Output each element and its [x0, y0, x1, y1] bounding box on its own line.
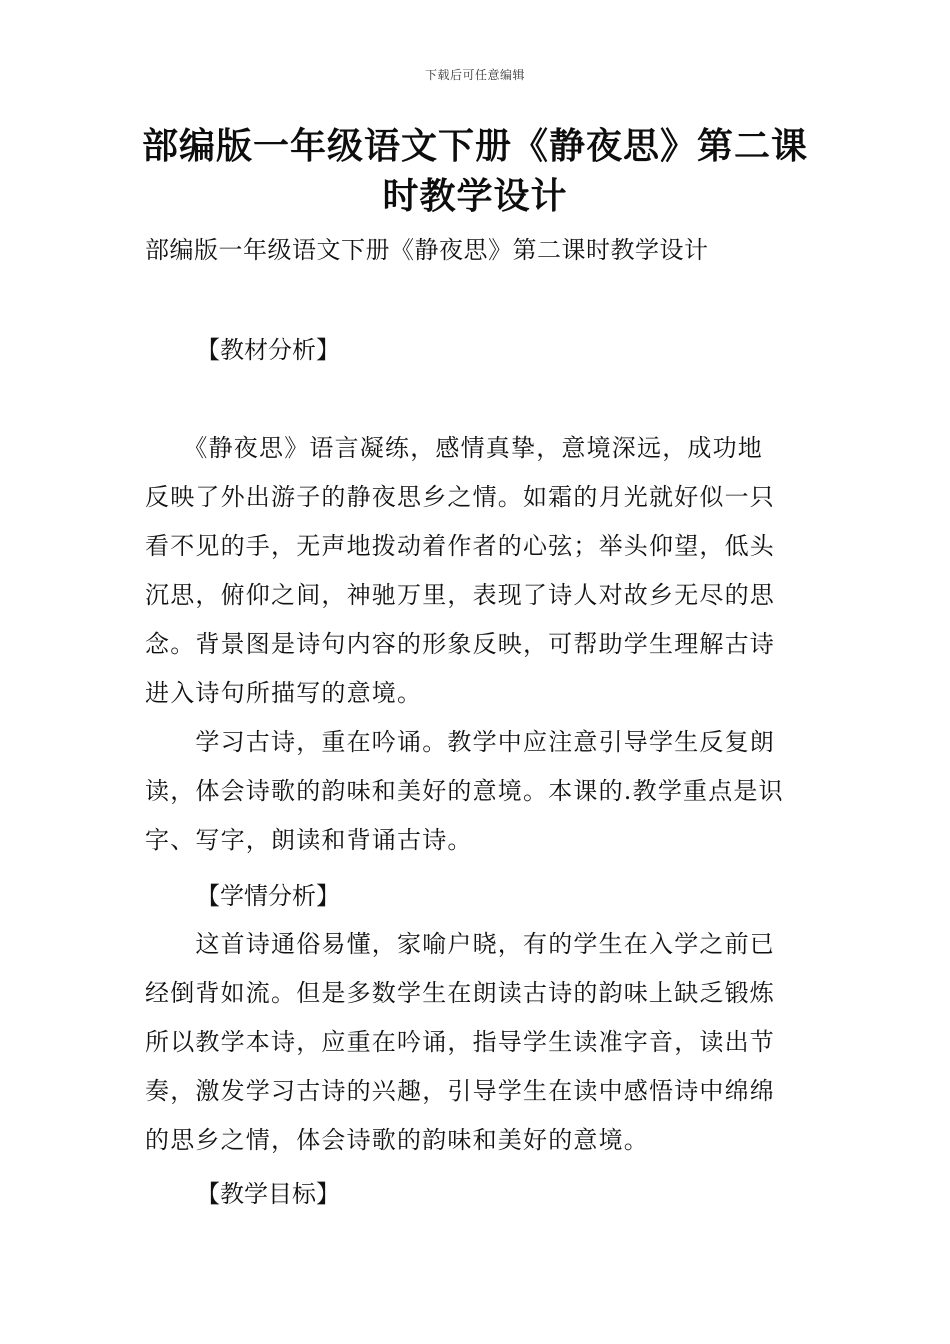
paragraph-line: 进入诗句所描写的意境。 [145, 679, 423, 707]
section-heading-material: 【教材分析】 [196, 336, 340, 364]
title-line-2: 时教学设计 [382, 176, 568, 217]
paragraph-line: 看不见的手，无声地拨动着作者的心弦；举头仰望，低头 [145, 532, 775, 560]
paragraph-line: 的思乡之情，体会诗歌的韵味和美好的意境。 [145, 1126, 649, 1154]
paragraph-line: 《静夜思》语言凝练，感情真挚，意境深远，成功地 [145, 434, 763, 462]
material-paragraph-1 [145, 424, 807, 718]
paragraph-line: 沉思，俯仰之间，神驰万里，表现了诗人对故乡无尽的思 [145, 581, 775, 609]
student-paragraph [145, 920, 807, 1165]
material-paragraph-2 [145, 718, 807, 865]
document-subtitle: 部编版一年级语文下册《静夜思》第二课时教学设计 [145, 236, 709, 264]
document-title [140, 122, 810, 222]
paragraph-line: 念。背景图是诗句内容的形象反映，可帮助学生理解古诗 [145, 630, 775, 658]
paragraph-line: 反映了外出游子的静夜思乡之情。如霜的月光就好似一只 [145, 483, 775, 511]
paragraph-line: 读，体会诗歌的韵味和美好的意境。本课的.教学重点是识 [145, 777, 784, 805]
header-note: 下载后可任意编辑 [424, 68, 525, 82]
paragraph-line: 奏，激发学习古诗的兴趣，引导学生在读中感悟诗中绵绵 [145, 1077, 775, 1105]
paragraph-line: 经倒背如流。但是多数学生在朗读古诗的韵味上缺乏锻炼 [145, 979, 775, 1007]
paragraph-line: 这首诗通俗易懂，家喻户晓，有的学生在入学之前已 [145, 930, 775, 958]
section-heading-student: 【学情分析】 [196, 882, 340, 910]
section-heading-goals: 【教学目标】 [196, 1180, 340, 1208]
title-line-1: 部编版一年级语文下册《静夜思》第二课 [141, 126, 808, 167]
paragraph-line: 所以教学本诗，应重在吟诵，指导学生读准字音，读出节 [145, 1028, 775, 1056]
paragraph-line: 字、写字，朗读和背诵古诗。 [145, 826, 473, 854]
paragraph-line: 学习古诗，重在吟诵。教学中应注意引导学生反复朗 [145, 728, 775, 756]
